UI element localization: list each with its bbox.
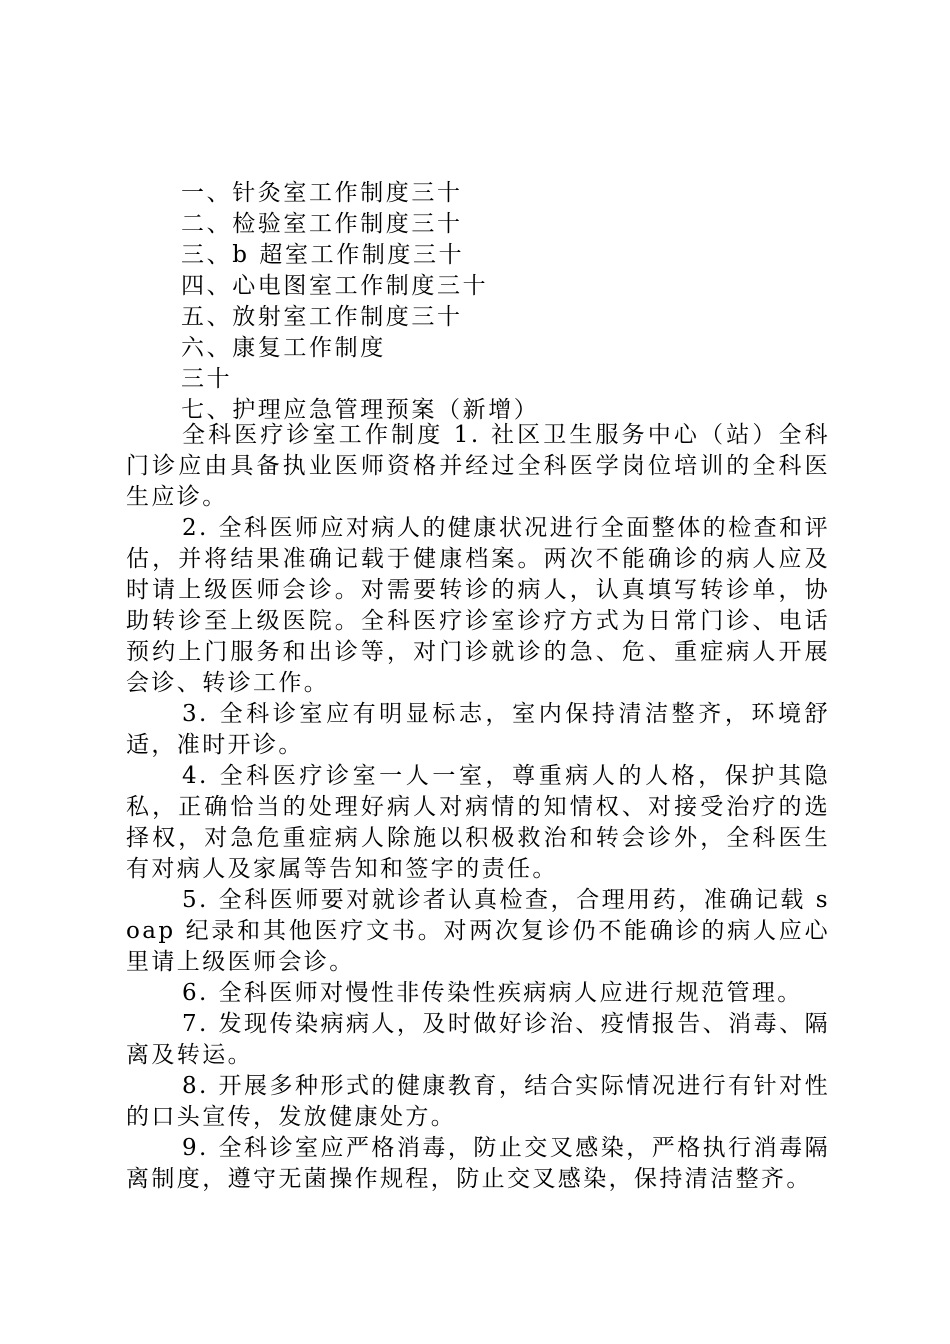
paragraph: 7. 发现传染病病人，及时做好诊治、疫情报告、消毒、隔离及转运。 xyxy=(126,1011,830,1068)
paragraph: 2. 全科医师应对病人的健康状况进行全面整体的检查和评估，并将结果准确记载于健康档案。两次不能确诊的病人应及时请上级医师会诊。对需要转诊的病人，认真填写转诊单，协助转诊至上级医院。全科医疗诊室诊疗方式为日常门诊、电话预约上门服务和出诊等，对门诊就诊的急、危、重症病人开展会诊、转诊工作。 xyxy=(126,515,830,696)
paragraph: 9. 全科诊室应严格消毒，防止交叉感染，严格执行消毒隔离制度，遵守无菌操作规程，防止交叉感染，保持清洁整齐。 xyxy=(126,1135,830,1192)
table-of-contents xyxy=(181,178,539,426)
toc-item: 三十 xyxy=(181,366,233,392)
toc-item: 一、针灸室工作制度三十 xyxy=(181,180,463,206)
toc-item: 三、b 超室工作制度三十 xyxy=(181,242,465,268)
toc-item: 六、康复工作制度 xyxy=(181,335,386,361)
paragraph: 全科医疗诊室工作制度 1. 社区卫生服务中心（站）全科门诊应由具备执业医师资格并经过全科医学岗位培训的全科医生应诊。 xyxy=(126,422,830,510)
toc-item: 二、检验室工作制度三十 xyxy=(181,211,463,237)
toc-item: 四、心电图室工作制度三十 xyxy=(181,273,489,299)
paragraph: 8. 开展多种形式的健康教育，结合实际情况进行有针对性的口头宣传，发放健康处方。 xyxy=(126,1073,830,1130)
toc-item: 五、放射室工作制度三十 xyxy=(181,304,463,330)
document-body xyxy=(126,420,830,1195)
paragraph: 3. 全科诊室应有明显标志，室内保持清洁整齐，环境舒适，准时开诊。 xyxy=(126,701,830,758)
paragraph: 5. 全科医师要对就诊者认真检查，合理用药，准确记载 soap 纪录和其他医疗文书。对两次复诊仍不能确诊的病人应心里请上级医师会诊。 xyxy=(126,887,830,975)
toc-item: 七、护理应急管理预案（新增） xyxy=(181,397,540,423)
paragraph: 4. 全科医疗诊室一人一室，尊重病人的人格，保护其隐私，正确恰当的处理好病人对病情的知情权、对接受治疗的选择权，对急危重症病人除施以积极救治和转会诊外，全科医生有对病人及家属等告知和签字的责任。 xyxy=(126,763,830,882)
paragraph: 6. 全科医师对慢性非传染性疾病病人应进行规范管理。 xyxy=(182,980,803,1006)
